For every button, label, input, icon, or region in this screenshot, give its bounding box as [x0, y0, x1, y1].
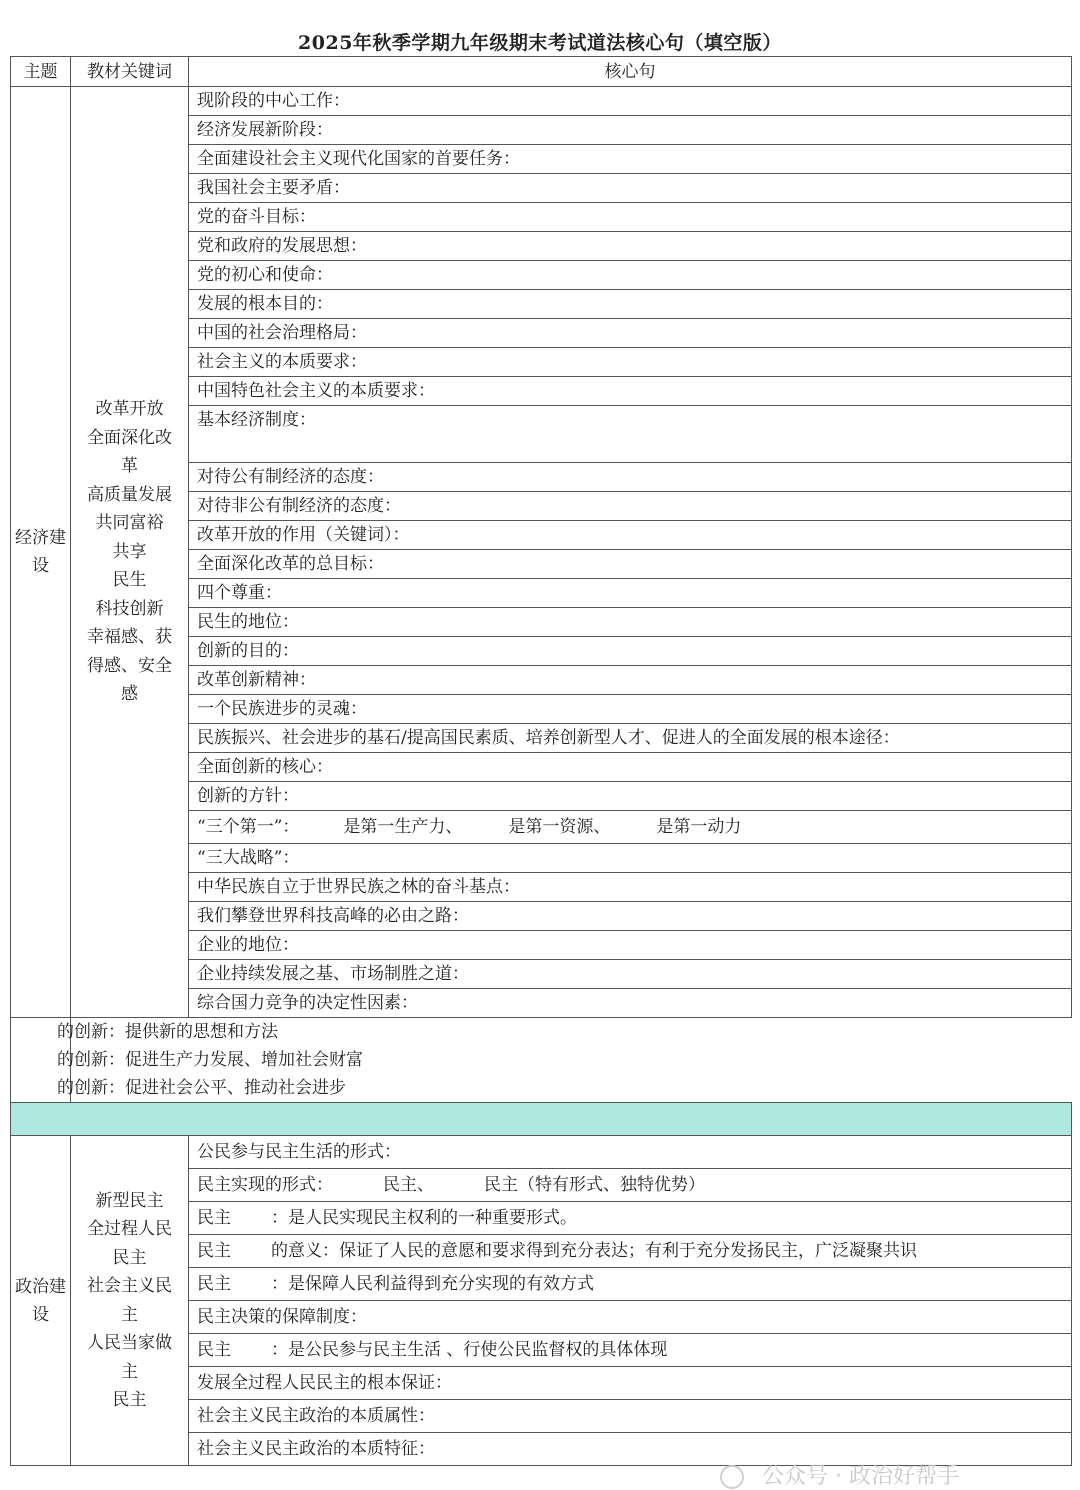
core-sentence: 对待公有制经济的态度：	[189, 463, 1072, 492]
watermark-logo-icon	[720, 1465, 744, 1489]
keyword: 革	[121, 456, 138, 477]
core-sentence: 民生的地位：	[189, 608, 1072, 637]
row-fill: 民主（特有形式、独特优势）	[484, 1175, 705, 1195]
topic-politics: 政治建设	[11, 1136, 71, 1466]
core-sentence: 现阶段的中心工作：	[189, 87, 1072, 116]
democracy-row	[189, 1202, 1072, 1235]
innovation-line: 的创新：提供新的思想和方法	[57, 1022, 278, 1042]
core-sentence: 发展全过程人民民主的根本保证：	[189, 1367, 1072, 1400]
keywords-economy	[71, 87, 189, 1018]
keyword: 全过程人民	[87, 1219, 172, 1239]
democracy-row	[189, 1235, 1072, 1268]
core-sentence: 社会主义民主政治的本质特征：	[189, 1433, 1072, 1466]
innovation-line: 的创新：促进社会公平、推动社会进步	[57, 1078, 346, 1098]
row-label: 民主	[197, 1241, 231, 1261]
row-text: ：是人民实现民主权利的一种重要形式。	[271, 1208, 577, 1228]
core-sentence: 社会主义民主政治的本质属性：	[189, 1400, 1072, 1433]
three-firsts-label: “三个第一”：	[197, 817, 300, 837]
core-sentence: 社会主义的本质要求：	[189, 348, 1072, 377]
democracy-forms-row	[189, 1169, 1072, 1202]
keyword: 全面深化改	[87, 427, 172, 448]
core-sentence: 民主决策的保障制度：	[189, 1301, 1072, 1334]
header-keywords: 教材关键词	[71, 57, 189, 87]
keyword: 高质量发展	[87, 484, 172, 505]
core-sentence: 创新的目的：	[189, 637, 1072, 666]
core-sentence: 全面深化改革的总目标：	[189, 550, 1072, 579]
core-sentence: 全面建设社会主义现代化国家的首要任务：	[189, 145, 1072, 174]
core-sentence-table	[10, 56, 1072, 1466]
core-sentence: 基本经济制度：	[189, 406, 1072, 463]
section-separator	[11, 1103, 1072, 1136]
democracy-row	[189, 1268, 1072, 1301]
keyword: 主	[121, 1361, 138, 1382]
header-topic: 主题	[11, 57, 71, 87]
keyword: 共同富裕	[95, 513, 164, 534]
core-sentence: 中国特色社会主义的本质要求：	[189, 377, 1072, 406]
core-sentence: 中国的社会治理格局：	[189, 319, 1072, 348]
row-label: 民主实现的形式：	[197, 1175, 333, 1195]
core-sentence: 创新的方针：	[189, 782, 1072, 811]
core-sentence: 发展的根本目的：	[189, 290, 1072, 319]
keyword: 民生	[112, 570, 147, 591]
three-firsts-row	[189, 811, 1072, 844]
keyword: 民主	[112, 1390, 147, 1410]
keyword: 科技创新	[95, 598, 164, 619]
core-sentence: 党的初心和使命：	[189, 261, 1072, 290]
row-label: 民主	[197, 1274, 231, 1294]
core-sentence: 企业的地位：	[189, 931, 1072, 960]
core-sentence: 中华民族自立于世界民族之林的奋斗基点：	[189, 873, 1072, 902]
core-sentence: 经济发展新阶段：	[189, 116, 1072, 145]
header-row	[11, 57, 1072, 87]
core-sentence: 公民参与民主生活的形式：	[189, 1136, 1072, 1169]
header-core: 核心句	[189, 57, 1072, 87]
core-sentence: 改革开放的作用（关键词）：	[189, 521, 1072, 550]
document-title: 2025年秋季学期九年级期末考试道法核心句（填空版）	[298, 32, 782, 54]
three-firsts-item: 是第一动力	[656, 817, 742, 837]
table-row	[11, 1136, 1072, 1169]
core-sentence: 民族振兴、社会进步的基石/提高国民素质、培养创新型人才、促进人的全面发展的根本途径：	[189, 724, 1072, 753]
core-sentence: 我国社会主要矛盾：	[189, 174, 1072, 203]
table-row	[11, 1018, 1072, 1103]
keywords-politics	[71, 1136, 189, 1466]
core-sentence: 综合国力竞争的决定性因素：	[189, 989, 1072, 1018]
innovation-line: 的创新：促进生产力发展、增加社会财富	[57, 1050, 363, 1070]
separator-band	[11, 1103, 1072, 1136]
row-label: 民主	[197, 1208, 231, 1228]
democracy-row	[189, 1334, 1072, 1367]
keyword: 得感、安全	[87, 655, 172, 676]
keyword: 社会主义民	[87, 1276, 172, 1296]
core-sentence: 我们攀登世界科技高峰的必由之路：	[189, 902, 1072, 931]
core-sentence: 全面创新的核心：	[189, 753, 1072, 782]
row-text: 的意义：保证了人民的意愿和要求得到充分表达；有利于充分发扬民主，广泛凝聚共识	[271, 1241, 917, 1261]
core-sentence: 党的奋斗目标：	[189, 203, 1072, 232]
keyword: 幸福感、获	[87, 627, 172, 648]
topic-economy: 经济建设	[11, 87, 71, 1018]
keyword: 共享	[112, 541, 147, 562]
row-text: ：是公民参与民主生活 、行使公民监督权的具体体现	[271, 1340, 668, 1360]
watermark	[720, 1459, 959, 1490]
core-sentence: “三大战略”：	[189, 844, 1072, 873]
core-sentence: 一个民族进步的灵魂：	[189, 695, 1072, 724]
core-sentence: 对待非公有制经济的态度：	[189, 492, 1072, 521]
row-fill: 民主、	[383, 1175, 434, 1195]
keyword: 民主	[112, 1247, 147, 1268]
three-firsts-item: 是第一生产力、	[343, 817, 463, 837]
keyword: 感	[121, 684, 138, 705]
keyword: 人民当家做	[87, 1333, 172, 1353]
innovation-lines	[11, 1018, 363, 1103]
row-text: ：是保障人民利益得到充分实现的有效方式	[271, 1274, 594, 1294]
core-sentence: 改革创新精神：	[189, 666, 1072, 695]
core-sentence: 企业持续发展之基、市场制胜之道：	[189, 960, 1072, 989]
keyword: 新型民主	[95, 1190, 164, 1211]
keyword: 改革开放	[95, 399, 164, 420]
three-firsts-item: 是第一资源、	[508, 817, 611, 837]
core-sentence: 党和政府的发展思想：	[189, 232, 1072, 261]
keyword: 主	[121, 1304, 138, 1325]
row-label: 民主	[197, 1340, 231, 1360]
core-sentence: 四个尊重：	[189, 579, 1072, 608]
table-row	[11, 87, 1072, 116]
watermark-text: 公众号 · 政治好帮手	[762, 1464, 959, 1489]
